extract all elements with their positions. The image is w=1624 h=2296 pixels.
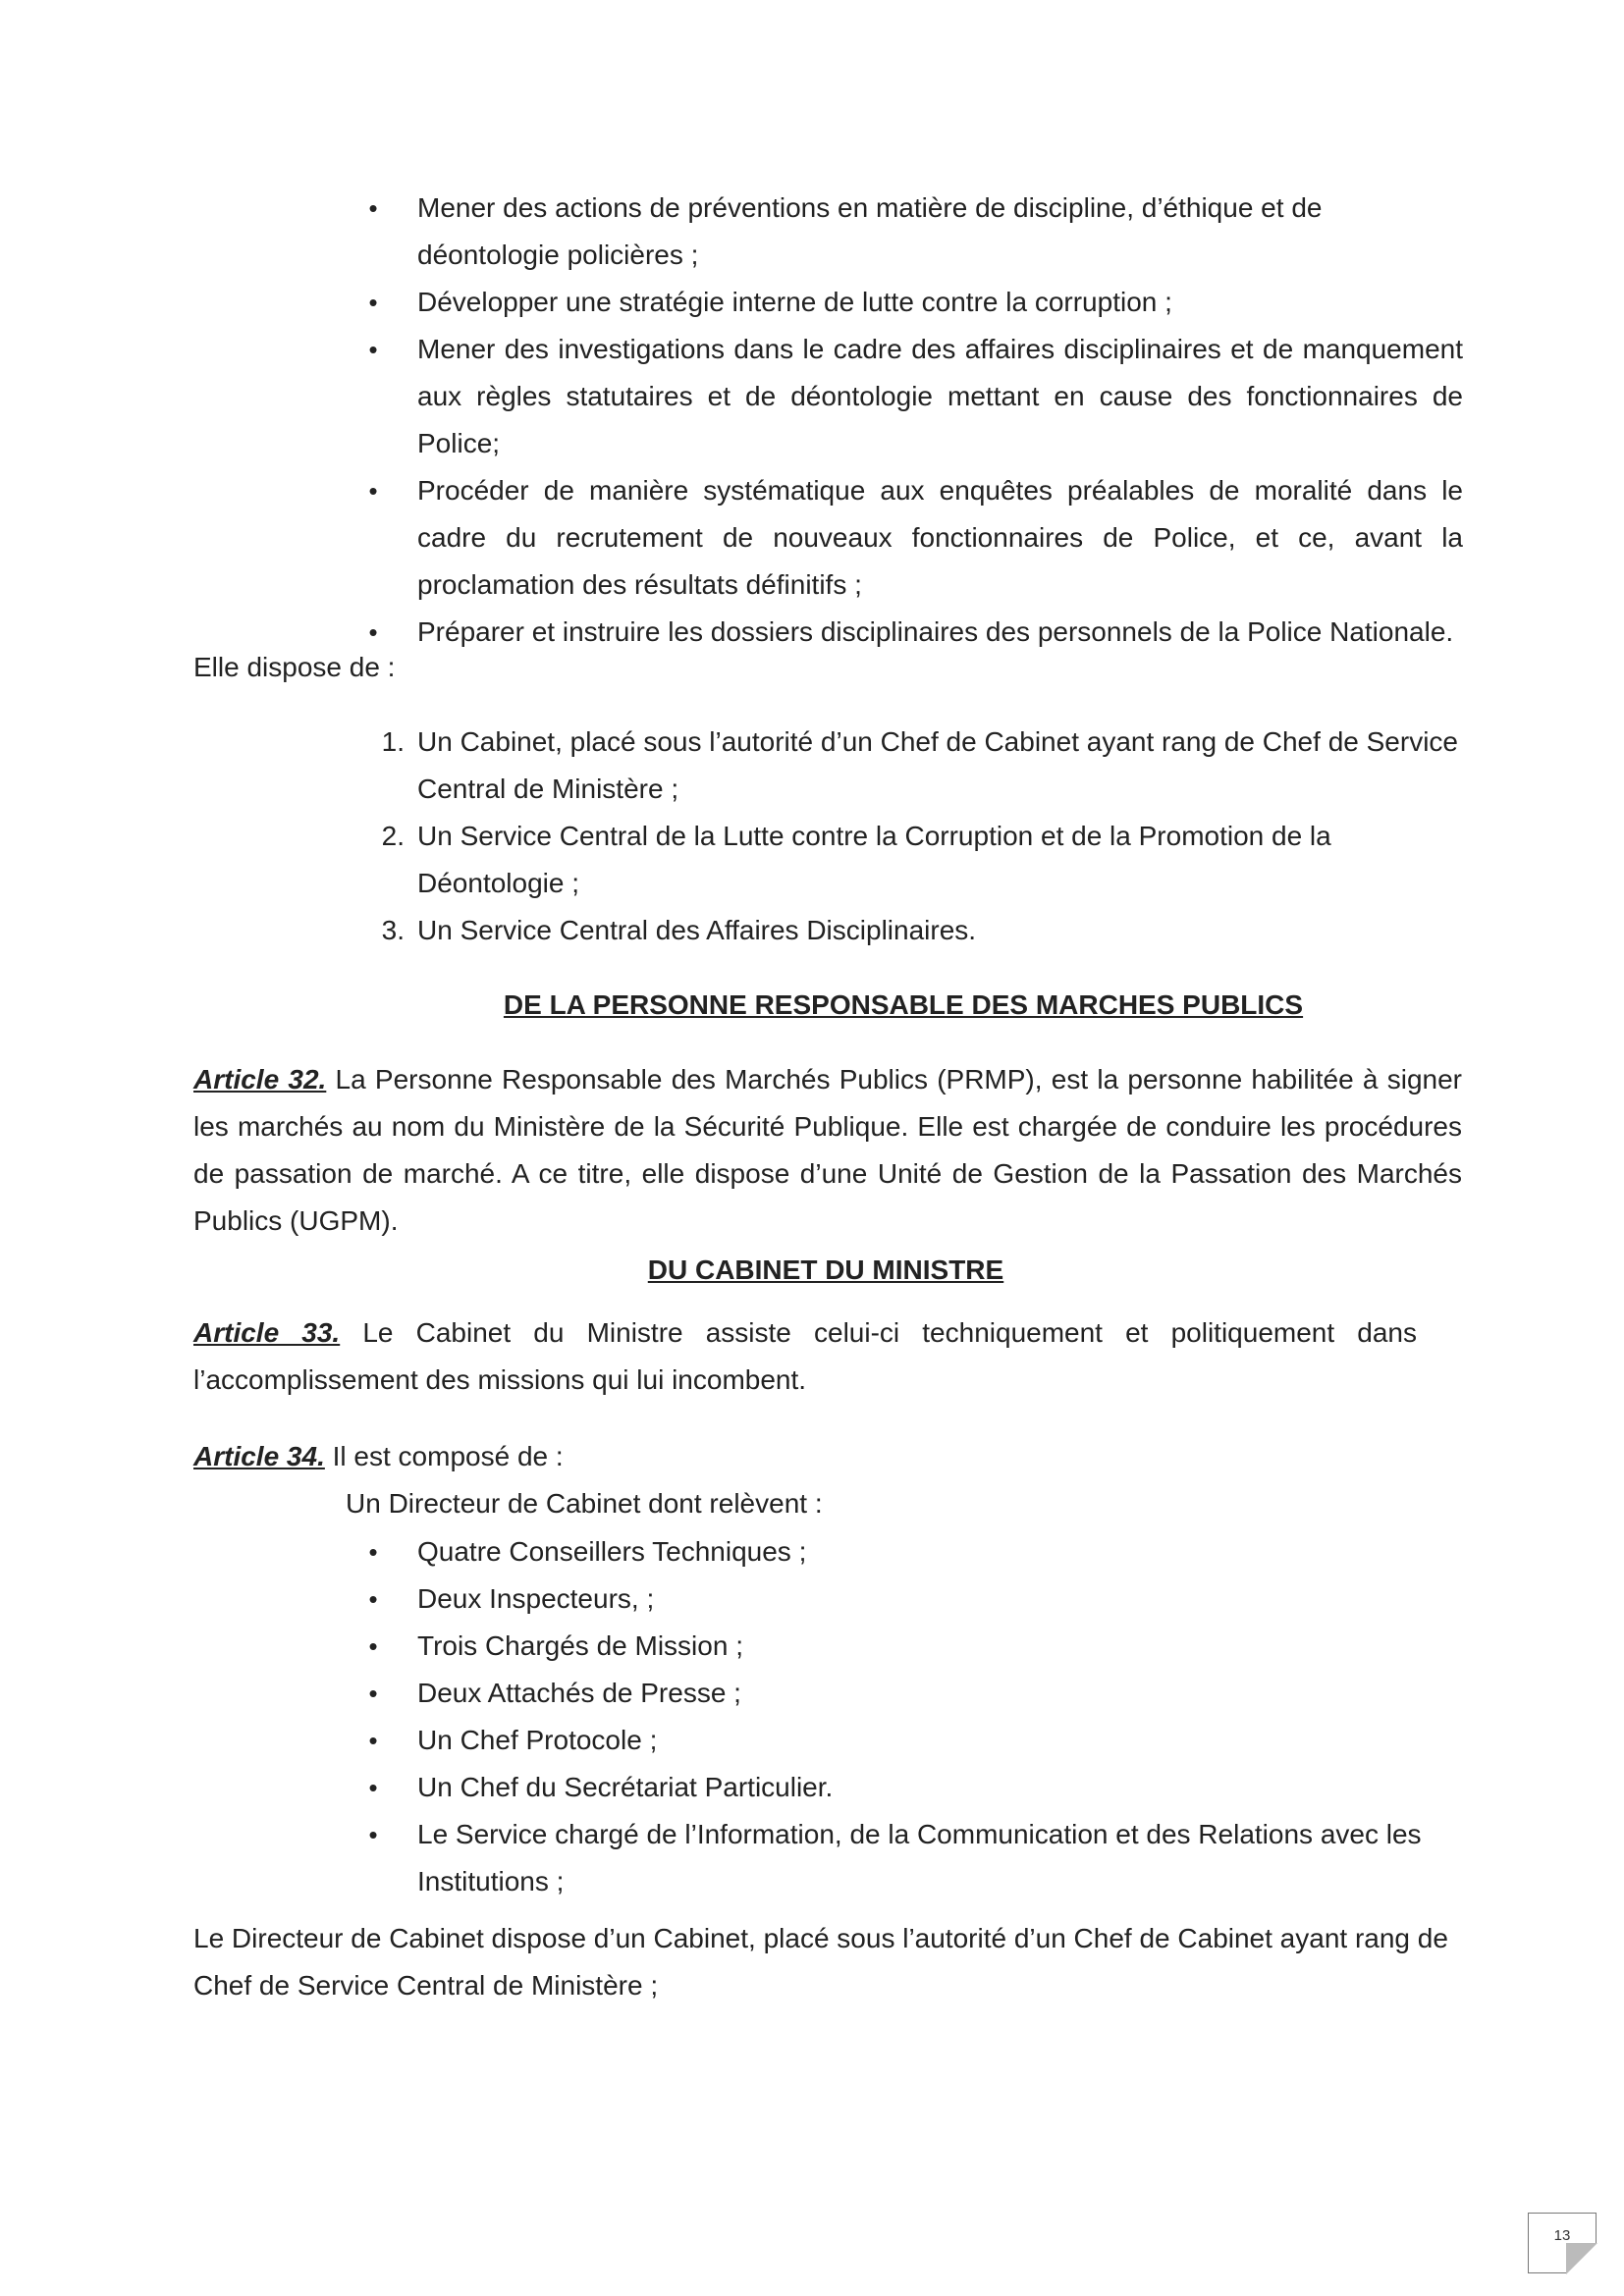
list-item-text: Un Chef Protocole ; xyxy=(417,1725,658,1755)
section-heading-prmp: DE LA PERSONNE RESPONSABLE DES MARCHES PUBLICS xyxy=(503,989,1304,1020)
list-number: 1. xyxy=(381,726,405,757)
bullet-icon: • xyxy=(368,193,378,223)
list-item-text: Préparer et instruire les dossiers disciplinaires des personnels de la Police Nationale. xyxy=(417,616,1454,647)
elle-dispose-text: Elle dispose de : xyxy=(193,652,396,682)
list-item xyxy=(367,1528,1428,1575)
page-number: 13 xyxy=(1553,2227,1571,2244)
article-32-paragraph xyxy=(193,1056,1462,1245)
list-item xyxy=(367,326,1463,467)
list-item-text: Mener des actions de préventions en matière de discipline, d’éthique et de déontologie policières ; xyxy=(417,192,1323,270)
list-item xyxy=(367,1717,1428,1764)
cabinet-bullet-list xyxy=(367,1528,1428,1905)
list-item xyxy=(381,907,1458,954)
article-34-label: Article 34. xyxy=(193,1441,325,1471)
article-34-text: Il est composé de : xyxy=(324,1441,564,1471)
bullet-icon: • xyxy=(368,476,378,506)
directeur-line: Un Directeur de Cabinet dont relèvent : xyxy=(346,1488,823,1519)
list-item-text: Mener des investigations dans le cadre des affaires disciplinaires et de manquement aux règles statutaires et de déontologie mettant en cause des fonctionnaires de Police; xyxy=(417,334,1463,458)
bullet-icon: • xyxy=(368,1679,378,1708)
article-33-text: Le Cabinet du Ministre assiste celui-ci techniquement et politiquement dans l’accomplissement des missions qui lui incombent. xyxy=(193,1317,1417,1395)
bullet-icon: • xyxy=(368,1773,378,1802)
bullet-icon: • xyxy=(368,617,378,647)
list-number: 3. xyxy=(381,915,405,945)
closing-paragraph: Le Directeur de Cabinet dispose d’un Cabinet, placé sous l’autorité d’un Chef de Cabinet ayant rang de Chef de Service Central de Ministère ; xyxy=(193,1923,1448,2001)
list-item xyxy=(367,185,1463,279)
missions-bullet-list xyxy=(367,185,1463,656)
list-item xyxy=(381,719,1458,813)
list-item-text: Deux Attachés de Presse ; xyxy=(417,1678,741,1708)
section-heading-cabinet: DU CABINET DU MINISTRE xyxy=(647,1255,1004,1285)
list-item-text: Deux Inspecteurs, ; xyxy=(417,1583,655,1614)
article-33-label: Article 33. xyxy=(193,1317,341,1348)
article-32-label: Article 32. xyxy=(193,1064,327,1095)
list-item xyxy=(367,1623,1428,1670)
bullet-icon: • xyxy=(368,1820,378,1849)
list-item-text: Développer une stratégie interne de lutte contre la corruption ; xyxy=(417,287,1172,317)
page-number-box xyxy=(1528,2213,1597,2273)
bullet-icon: • xyxy=(368,1537,378,1567)
list-item-text: Le Service chargé de l’Information, de la Communication et des Relations avec les Institutions ; xyxy=(417,1819,1422,1896)
list-item xyxy=(367,1764,1428,1811)
bullet-icon: • xyxy=(368,1726,378,1755)
list-number: 2. xyxy=(381,821,405,851)
list-item xyxy=(367,467,1463,609)
bullet-icon: • xyxy=(368,1584,378,1614)
bullet-icon: • xyxy=(368,1631,378,1661)
list-item xyxy=(367,1670,1428,1717)
bullet-icon: • xyxy=(368,335,378,364)
list-item xyxy=(381,813,1458,907)
list-item-text: Un Chef du Secrétariat Particulier. xyxy=(417,1772,834,1802)
list-item-text: Quatre Conseillers Techniques ; xyxy=(417,1536,807,1567)
article-33-paragraph xyxy=(193,1309,1417,1404)
list-item-text: Trois Chargés de Mission ; xyxy=(417,1630,743,1661)
list-item-text: Procéder de manière systématique aux enquêtes préalables de moralité dans le cadre du recrutement de nouveaux fonctionnaires de Police, et ce, avant la proclamation des résultats définitifs ; xyxy=(417,475,1463,600)
list-item-text: Un Service Central de la Lutte contre la Corruption et de la Promotion de la Déontologie ; xyxy=(417,821,1331,898)
list-item xyxy=(367,1811,1428,1905)
list-item xyxy=(367,279,1463,326)
list-item-text: Un Cabinet, placé sous l’autorité d’un Chef de Cabinet ayant rang de Chef de Service Central de Ministère ; xyxy=(417,726,1458,804)
list-item-text: Un Service Central des Affaires Disciplinaires. xyxy=(417,915,977,945)
bullet-icon: • xyxy=(368,288,378,317)
list-item xyxy=(367,1575,1428,1623)
article-34-paragraph xyxy=(193,1433,1175,1480)
article-32-text: La Personne Responsable des Marchés Publics (PRMP), est la personne habilitée à signer les marchés au nom du Ministère de la Sécurité Publique. Elle est chargée de conduire les procédures de passation de marché. A ce titre, elle dispose d’une Unité de Gestion de la Passation des Marchés Publics (UGPM). xyxy=(193,1064,1462,1236)
structure-numbered-list xyxy=(381,719,1458,954)
